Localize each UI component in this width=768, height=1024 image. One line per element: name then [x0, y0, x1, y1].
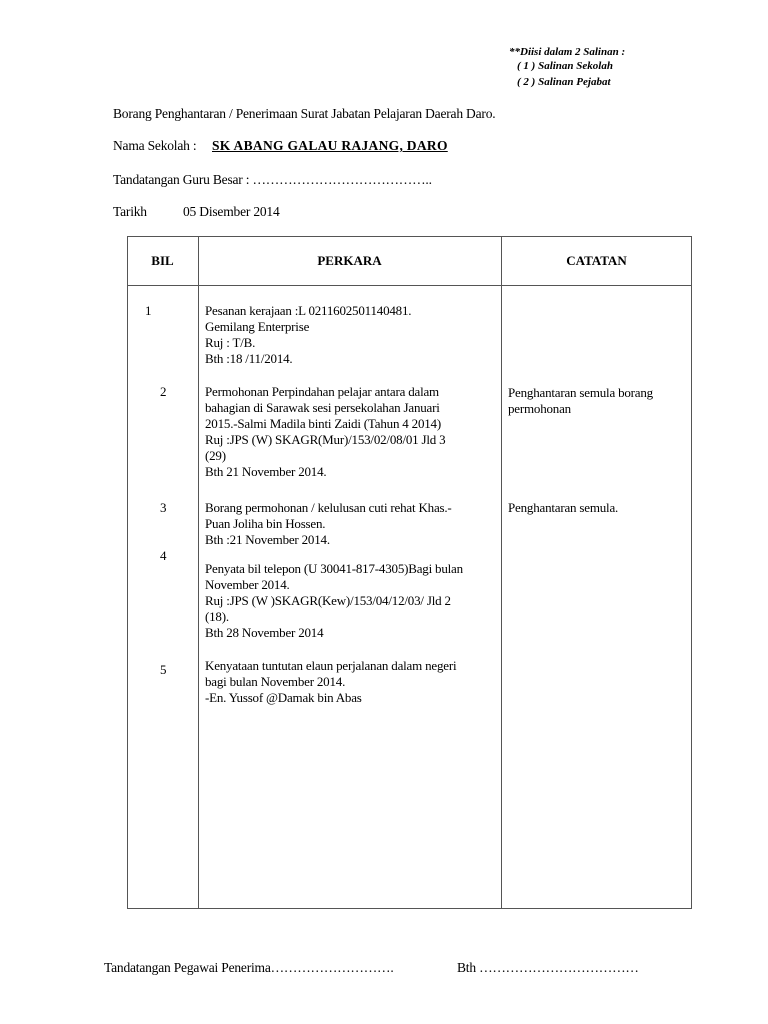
row-2-line-1: Permohonan Perpindahan pelajar antara dalam	[205, 384, 439, 399]
row-3-catatan-line-1: Penghantaran semula.	[508, 500, 619, 515]
row-4-line-5: Bth 28 November 2014	[205, 625, 324, 640]
row-1-perkara	[205, 303, 411, 367]
table-header-divider	[127, 285, 692, 286]
headmaster-signature: Tandatangan Guru Besar : …………………………………..	[113, 172, 432, 187]
row-5-line-2: bagi bulan November 2014.	[205, 674, 346, 689]
row-2-catatan-line-1: Penghantaran semula borang	[508, 385, 653, 400]
school-label: Nama Sekolah :	[113, 138, 197, 153]
row-5-bil: 5	[160, 662, 167, 677]
row-3-line-2: Puan Joliha bin Hossen.	[205, 516, 326, 531]
header-catatan: CATATAN	[566, 253, 627, 268]
row-4-line-1: Penyata bil telepon (U 30041-817-4305)Bagi bulan	[205, 561, 463, 576]
header-perkara: PERKARA	[317, 253, 382, 268]
row-5-line-1: Kenyataan tuntutan elaun perjalanan dalam negeri	[205, 658, 457, 673]
row-2-bil: 2	[160, 384, 167, 399]
row-4-perkara	[205, 561, 463, 641]
row-1-line-3: Ruj : T/B.	[205, 335, 256, 350]
copies-note-title: **Diisi dalam 2 Salinan :	[509, 46, 626, 58]
row-2-catatan-line-2: permohonan	[508, 401, 571, 416]
date-label: Tarikh	[113, 204, 147, 219]
row-3-line-3: Bth :21 November 2014.	[205, 532, 330, 547]
row-2-line-4: Ruj :JPS (W) SKAGR(Mur)/153/02/08/01 Jld 3	[205, 432, 446, 447]
row-4-bil: 4	[160, 548, 167, 563]
row-5-perkara	[205, 658, 456, 706]
row-1-line-1: Pesanan kerajaan :L 0211602501140481.	[205, 303, 412, 318]
copies-note-school: ( 1 ) Salinan Sekolah	[517, 60, 613, 72]
row-1-bil: 1	[145, 303, 152, 318]
receiver-date: Bth ………………………………	[457, 960, 639, 975]
row-3-bil: 3	[160, 500, 167, 515]
row-2-line-5: (29)	[205, 448, 226, 463]
date-value: 05 Disember 2014	[183, 204, 280, 219]
row-4-line-4: (18).	[205, 609, 229, 624]
header-bil: BIL	[151, 253, 174, 268]
row-3-line-1: Borang permohonan / kelulusan cuti rehat Khas.-	[205, 500, 452, 515]
row-1-line-2: Gemilang Enterprise	[205, 319, 310, 334]
row-2-line-3: 2015.-Salmi Madila binti Zaidi (Tahun 4 2014)	[205, 416, 441, 431]
form-title: Borang Penghantaran / Penerimaan Surat Jabatan Pelajaran Daerah Daro.	[113, 106, 496, 121]
row-1-line-4: Bth :18 /11/2014.	[205, 351, 293, 366]
row-2-line-2: bahagian di Sarawak sesi persekolahan Januari	[205, 400, 440, 415]
copies-note-office: ( 2 ) Salinan Pejabat	[517, 76, 611, 88]
letters-table	[127, 236, 692, 909]
table-divider-col1	[198, 236, 199, 909]
row-2-perkara	[205, 384, 445, 480]
receiver-signature: Tandatangan Pegawai Penerima……………………….	[104, 960, 394, 975]
row-2-catatan	[508, 385, 653, 417]
row-5-line-3: -En. Yussof @Damak bin Abas	[205, 690, 362, 705]
row-2-line-6: Bth 21 November 2014.	[205, 464, 327, 479]
row-4-line-2: November 2014.	[205, 577, 290, 592]
row-3-catatan	[508, 500, 618, 516]
row-4-line-3: Ruj :JPS (W )SKAGR(Kew)/153/04/12/03/ Jld 2	[205, 593, 451, 608]
table-divider-col2	[501, 236, 502, 909]
school-name: SK ABANG GALAU RAJANG, DARO	[212, 138, 448, 153]
row-3-perkara	[205, 500, 452, 548]
